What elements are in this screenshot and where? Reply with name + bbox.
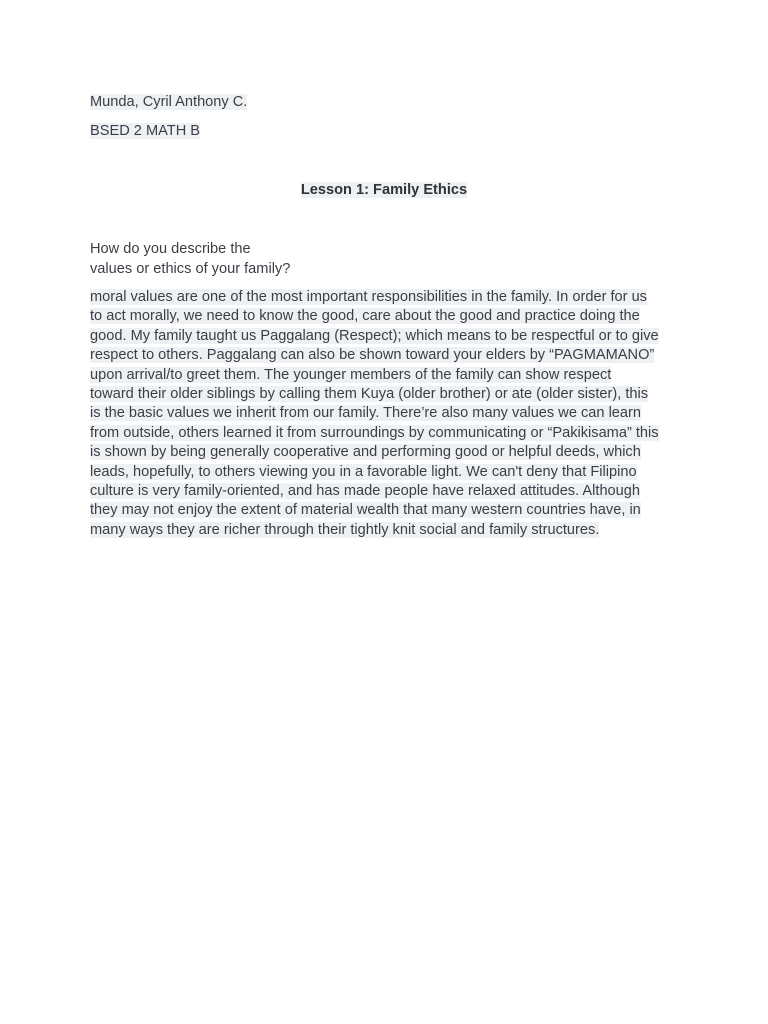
answer-line: is the basic values we inherit from our family. There’re also many values we can learn — [90, 405, 642, 422]
answer-line: to act morally, we need to know the good, care about the good and practice doing the — [90, 308, 640, 325]
lesson-title-text: Lesson 1: Family Ethics — [300, 182, 468, 198]
question-line: How do you describe the — [90, 241, 251, 257]
answer-line: from outside, others learned it from surroundings by communicating or “Pakikisama” this — [90, 424, 659, 441]
answer-line: good. My family taught us Paggalang (Respect); which means to be respectful or to give — [90, 327, 659, 344]
answer-line: many ways they are richer through their tightly knit social and family structures. — [90, 521, 600, 538]
course-section — [90, 122, 200, 141]
answer-line: is shown by being generally cooperative and performing good or helpful deeds, which — [90, 444, 641, 461]
answer-paragraph — [90, 288, 682, 540]
answer-line: they may not enjoy the extent of material wealth that many western countries have, in — [90, 502, 641, 519]
lesson-title — [0, 181, 768, 200]
answer-line: toward their older siblings by calling them Kuya (older brother) or ate (older sister), this — [90, 386, 649, 403]
answer-line: culture is very family-oriented, and has made people have relaxed attitudes. Although — [90, 483, 641, 500]
student-name — [90, 93, 247, 112]
answer-line: upon arrival/to greet them. The younger members of the family can show respect — [90, 366, 612, 383]
student-name-text: Munda, Cyril Anthony C. — [90, 94, 248, 110]
question-block — [90, 240, 290, 279]
answer-line: respect to others. Paggalang can also be shown toward your elders by “PAGMAMANO” — [90, 347, 655, 364]
question-line: values or ethics of your family? — [90, 260, 291, 277]
answer-line: leads, hopefully, to others viewing you in a favorable light. We can't deny that Filipino — [90, 463, 637, 480]
course-section-text: BSED 2 MATH B — [90, 123, 201, 139]
answer-line: moral values are one of the most important responsibilities in the family. In order for us — [90, 289, 647, 305]
